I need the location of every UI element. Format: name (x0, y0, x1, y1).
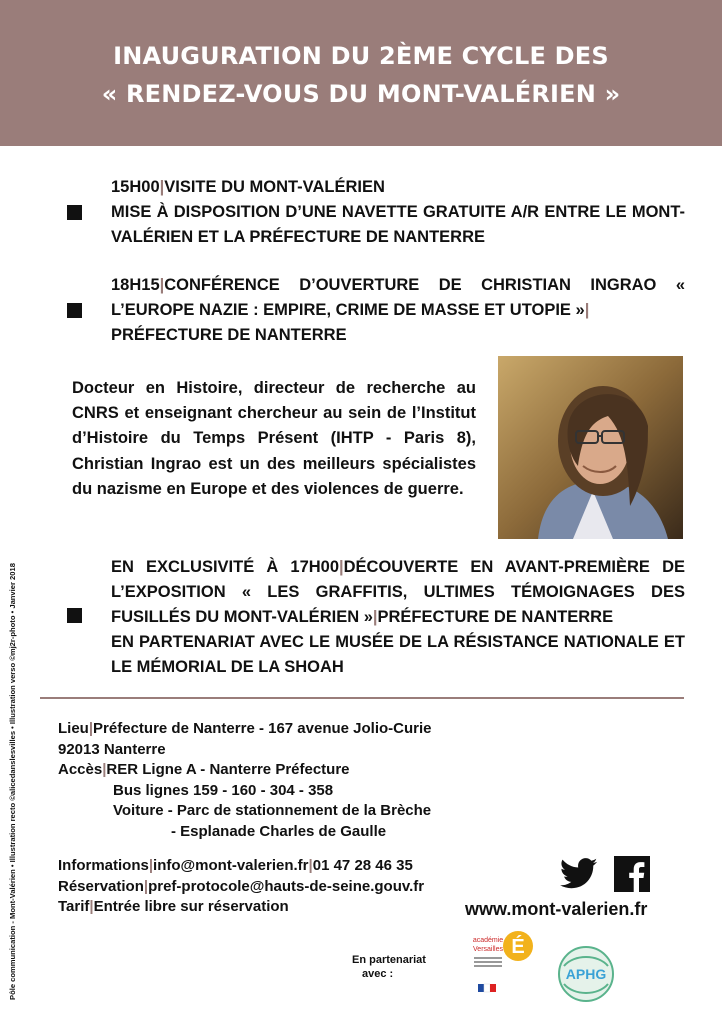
tarif-value: Entrée libre sur réservation (93, 898, 289, 915)
acces-value: RER Ligne A - Nanterre Préfecture (106, 761, 350, 778)
event-2-time: 18H15 (111, 276, 160, 294)
academie-versailles-logo (466, 930, 536, 1005)
info-phone: 01 47 28 46 35 (312, 857, 413, 874)
resa-label: Réservation (58, 877, 144, 895)
bullet-square-icon (67, 205, 82, 220)
event-1: 15H00|VISITE DU MONT-VALÉRIEN MISE À DISPOSITION D’UNE NAVETTE GRATUITE A/R ENTRE LE MONT-VALÉRIEN ET LA PRÉFECTURE DE NANTERRE (111, 178, 685, 246)
credits: Pôle communication - Mont-Valérien • Illustration recto ©alicedanslesvilles • Illustration verso ©mj2r-photo • Janvier 2018 (8, 563, 17, 1000)
svg-text:APHG: APHG (565, 966, 607, 982)
bullet-square-icon (67, 303, 82, 318)
practical-info: Lieu|Préfecture de Nanterre - 167 avenue Jolio-Curie 92013 Nanterre Accès|RER Ligne A - Nanterre Préfecture Bus lignes 159 - 160 - 304 - 358 Voiture - Parc de stationnement de la Brèche - Esplanade Charles de Gaulle (58, 719, 432, 842)
acces-label: Accès (58, 761, 103, 778)
partners-label-line2: avec : (362, 968, 394, 980)
event-1-text: MISE À DISPOSITION D’UNE NAVETTE GRATUITE A/R ENTRE LE MONT-VALÉRIEN ET LA PRÉFECTURE DE NANTERRE (111, 203, 685, 246)
event-1-title: VISITE DU MONT-VALÉRIEN (164, 178, 385, 196)
divider (40, 697, 684, 699)
bullet-square-icon (67, 608, 82, 623)
speaker-bio: Docteur en Histoire, directeur de recherche au CNRS et enseignant chercheur au sein de l’Institut d’Histoire du Temps Présent (IHTP - Paris 8), Christian Ingrao est un des meilleurs spécialistes du nazisme en Europe et des violences de guerre. (72, 379, 476, 498)
contact-info: Informations|info@mont-valerien.fr|01 47 28 46 35 Réservation|pref-protocole@hauts-de-seine.gouv.fr Tarif|Entrée libre sur réservation (58, 857, 425, 915)
bus-lines: Bus lignes 159 - 160 - 304 - 358 (113, 781, 334, 799)
partners-label (352, 953, 426, 981)
header-banner (0, 0, 722, 146)
event-3: EN EXCLUSIVITÉ À 17H00|DÉCOUVERTE EN AVANT-PREMIÈRE DE L’EXPOSITION « LES GRAFFITIS, ULTIMES TÉMOIGNAGES DES FUSILLÉS DU MONT-VALÉRIEN »|PRÉFECTURE DE NANTERRE EN PARTENARIAT AVEC LE MUSÉE DE LA RÉSISTANCE NATIONALE ET LE MÉMORIAL DE LA SHOAH (111, 558, 685, 676)
lieu-city: 92013 Nanterre (58, 740, 166, 758)
event-3-place: PRÉFECTURE DE NANTERRE (377, 608, 614, 626)
voiture-1: Voiture - Parc de stationnement de la Brèche (113, 802, 432, 819)
svg-text:É: É (511, 936, 525, 958)
svg-text:Versailles: Versailles (473, 946, 503, 953)
lieu-label: Lieu (58, 720, 89, 737)
resa-email-link[interactable]: pref-protocole@hauts-de-seine.gouv.fr (148, 877, 425, 895)
event-3-title: DÉCOUVERTE EN AVANT-PREMIÈRE DE L’EXPOSITION « LES GRAFFITIS, ULTIMES TÉMOIGNAGES DES FUSILLÉS DU MONT-VALÉRIEN » (111, 558, 685, 626)
lieu-value: Préfecture de Nanterre - 167 avenue Jolio-Curie (93, 720, 432, 737)
event-1-time: 15H00 (111, 178, 160, 196)
event-3-time: EN EXCLUSIVITÉ À 17H00 (111, 558, 340, 576)
website-link[interactable]: www.mont-valerien.fr (465, 899, 648, 919)
aphg-logo (554, 944, 618, 1004)
svg-text:académie: académie (472, 937, 504, 944)
facebook-icon[interactable] (614, 856, 650, 892)
twitter-icon[interactable] (560, 858, 598, 890)
info-email-link[interactable]: info@mont-valerien.fr (153, 857, 309, 874)
event-2-title: CONFÉRENCE D’OUVERTURE DE CHRISTIAN INGRAO « L’EUROPE NAZIE : EMPIRE, CRIME DE MASSE ET UTOPIE » (111, 276, 685, 319)
event-3-partners: EN PARTENARIAT AVEC LE MUSÉE DE LA RÉSISTANCE NATIONALE ET LE MÉMORIAL DE LA SHOAH (111, 633, 685, 676)
tarif-label: Tarif (58, 898, 90, 915)
info-label: Informations (58, 857, 149, 874)
partners-label-line1: En partenariat (352, 954, 426, 966)
event-2: 18H15|CONFÉRENCE D’OUVERTURE DE CHRISTIAN INGRAO « L’EUROPE NAZIE : EMPIRE, CRIME DE MASSE ET UTOPIE »| PRÉFECTURE DE NANTERRE (111, 276, 685, 344)
header-title-line2: « RENDEZ-VOUS DU MONT-VALÉRIEN » (101, 80, 621, 108)
event-2-place: PRÉFECTURE DE NANTERRE (111, 326, 347, 344)
header-title-line1: INAUGURATION DU 2ÈME CYCLE DES (113, 42, 609, 70)
speaker-photo (498, 356, 683, 539)
voiture-2: - Esplanade Charles de Gaulle (171, 822, 387, 840)
